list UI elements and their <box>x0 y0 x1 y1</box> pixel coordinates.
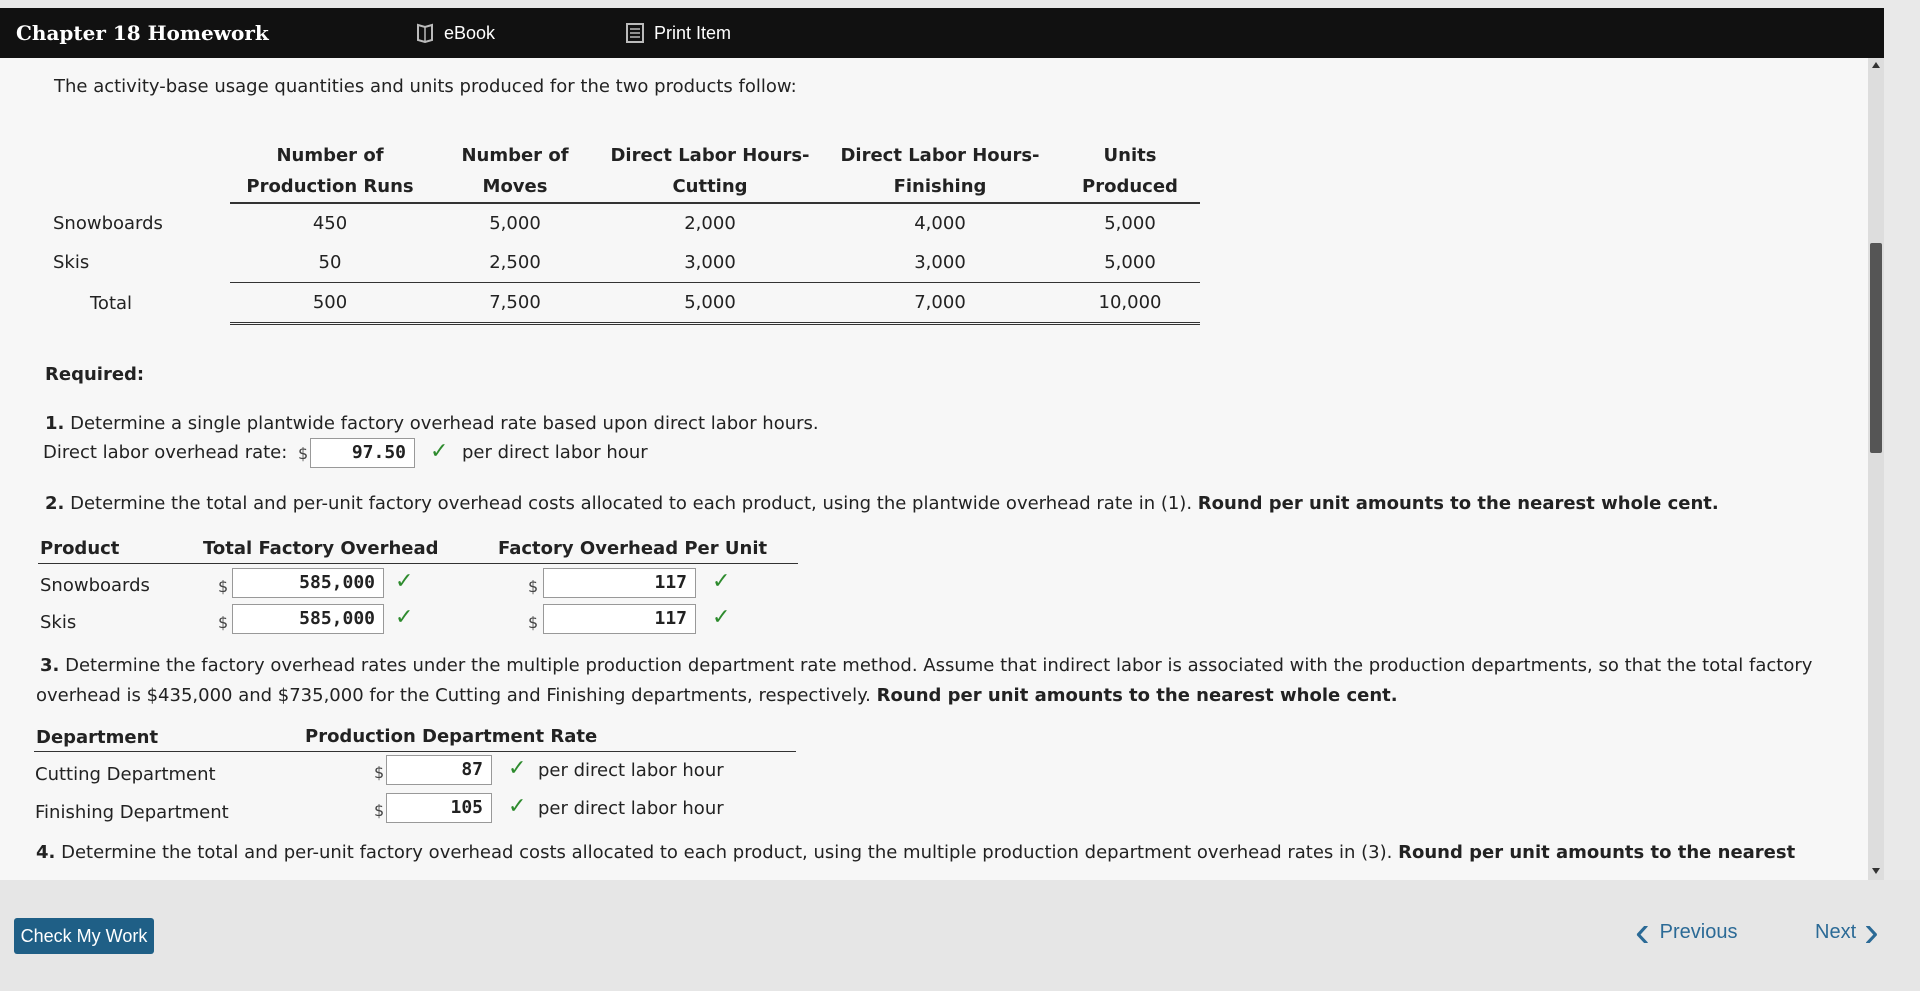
q3-col-rate: Production Department Rate <box>305 726 598 747</box>
q2-snowboards-per-unit-input[interactable]: 117 <box>543 568 696 598</box>
q2-text: 2. Determine the total and per-unit factory overhead costs allocated to each product, using the plantwide overhead rate in (1). Round per unit amounts to the nearest whole cent. <box>45 493 1719 514</box>
check-my-work-button[interactable]: Check My Work <box>14 918 154 954</box>
q3-row-suffix: per direct labor hour <box>538 760 724 781</box>
table-row: Skis 50 2,500 3,000 3,000 5,000 <box>53 252 1156 274</box>
q3-row-label: Finishing Department <box>35 802 229 823</box>
check-icon: ✓ <box>395 569 414 594</box>
intro-text: The activity-base usage quantities and units produced for the two products follow: <box>54 76 797 97</box>
check-icon: ✓ <box>712 605 731 630</box>
book-icon <box>416 23 434 43</box>
check-icon: ✓ <box>712 569 731 594</box>
previous-label: Previous <box>1659 920 1738 943</box>
currency-symbol: $ <box>298 444 309 463</box>
vertical-scrollbar[interactable] <box>1868 58 1884 880</box>
currency-symbol: $ <box>374 801 385 820</box>
currency-symbol: $ <box>218 613 229 632</box>
previous-button[interactable] <box>1635 907 1738 956</box>
next-label: Next <box>1815 920 1857 943</box>
usage-header-units: Units Produced <box>1060 140 1200 203</box>
q3-row-suffix: per direct labor hour <box>538 798 724 819</box>
q2-row-label: Snowboards <box>40 575 150 596</box>
q2-row-label: Skis <box>40 612 77 633</box>
check-icon: ✓ <box>430 439 449 464</box>
footer-bar <box>0 880 1920 991</box>
q3-text-line1: 3. Determine the factory overhead rates under the multiple production department rate method. Assume that indirect labor is associated with the production departments, so that the total factory <box>40 655 1813 676</box>
document-icon <box>626 23 644 43</box>
header-bar <box>0 8 1884 58</box>
q3-col-department: Department <box>36 727 159 748</box>
check-icon: ✓ <box>395 605 414 630</box>
q2-col-per-unit: Factory Overhead Per Unit <box>498 538 768 559</box>
q3-text-line2: overhead is $435,000 and $735,000 for the Cutting and Finishing departments, respectively. Round per unit amounts to the nearest whole cent. <box>36 685 1398 706</box>
q3-finishing-rate-input[interactable]: 105 <box>386 793 492 823</box>
q2-skis-per-unit-input[interactable]: 117 <box>543 604 696 634</box>
currency-symbol: $ <box>528 577 539 596</box>
table-row: Snowboards 450 5,000 2,000 4,000 5,000 <box>53 212 1156 234</box>
ebook-button[interactable] <box>416 23 626 44</box>
usage-header-moves: Number of Moves <box>430 140 600 203</box>
chevron-right-icon: › <box>1864 907 1879 956</box>
usage-table <box>45 140 1200 325</box>
scroll-up-icon[interactable] <box>1872 62 1880 68</box>
q1-text: 1. Determine a single plantwide factory overhead rate based upon direct labor hours. <box>45 413 819 434</box>
q2-skis-total-input[interactable]: 585,000 <box>232 604 384 634</box>
scroll-down-icon[interactable] <box>1872 868 1880 874</box>
divider <box>34 751 796 752</box>
q2-col-total: Total Factory Overhead <box>203 538 439 559</box>
check-icon: ✓ <box>508 756 527 781</box>
required-heading: Required: <box>45 364 145 385</box>
usage-header-dlh-cutting: Direct Labor Hours- Cutting <box>600 140 820 203</box>
scrollbar-thumb[interactable] <box>1870 243 1882 453</box>
ebook-label: eBook <box>444 22 496 43</box>
q2-snowboards-total-input[interactable]: 585,000 <box>232 568 384 598</box>
currency-symbol: $ <box>374 763 385 782</box>
q1-rate-input[interactable]: 97.50 <box>310 438 415 468</box>
divider <box>38 563 798 564</box>
usage-header-dlh-finishing: Direct Labor Hours- Finishing <box>820 140 1060 203</box>
chevron-left-icon: ‹ <box>1635 907 1650 956</box>
print-item-button[interactable] <box>626 23 731 44</box>
currency-symbol: $ <box>218 577 229 596</box>
next-button[interactable] <box>1815 907 1879 956</box>
q1-field-label: Direct labor overhead rate: <box>43 442 288 463</box>
page-title: Chapter 18 Homework <box>16 21 269 45</box>
check-icon: ✓ <box>508 794 527 819</box>
usage-header-runs: Number of Production Runs <box>230 140 430 203</box>
print-item-label: Print Item <box>654 22 732 43</box>
q4-text: 4. Determine the total and per-unit factory overhead costs allocated to each product, using the multiple production department overhead rates in (3). Round per unit amounts to the nearest <box>36 842 1796 863</box>
table-row-total: Total 500 7,500 5,000 7,000 10,000 <box>45 283 1200 324</box>
q3-row-label: Cutting Department <box>35 764 216 785</box>
q2-col-product: Product <box>40 538 120 559</box>
currency-symbol: $ <box>528 613 539 632</box>
q3-cutting-rate-input[interactable]: 87 <box>386 755 492 785</box>
question-content <box>0 58 1868 880</box>
q1-suffix: per direct labor hour <box>462 442 648 463</box>
